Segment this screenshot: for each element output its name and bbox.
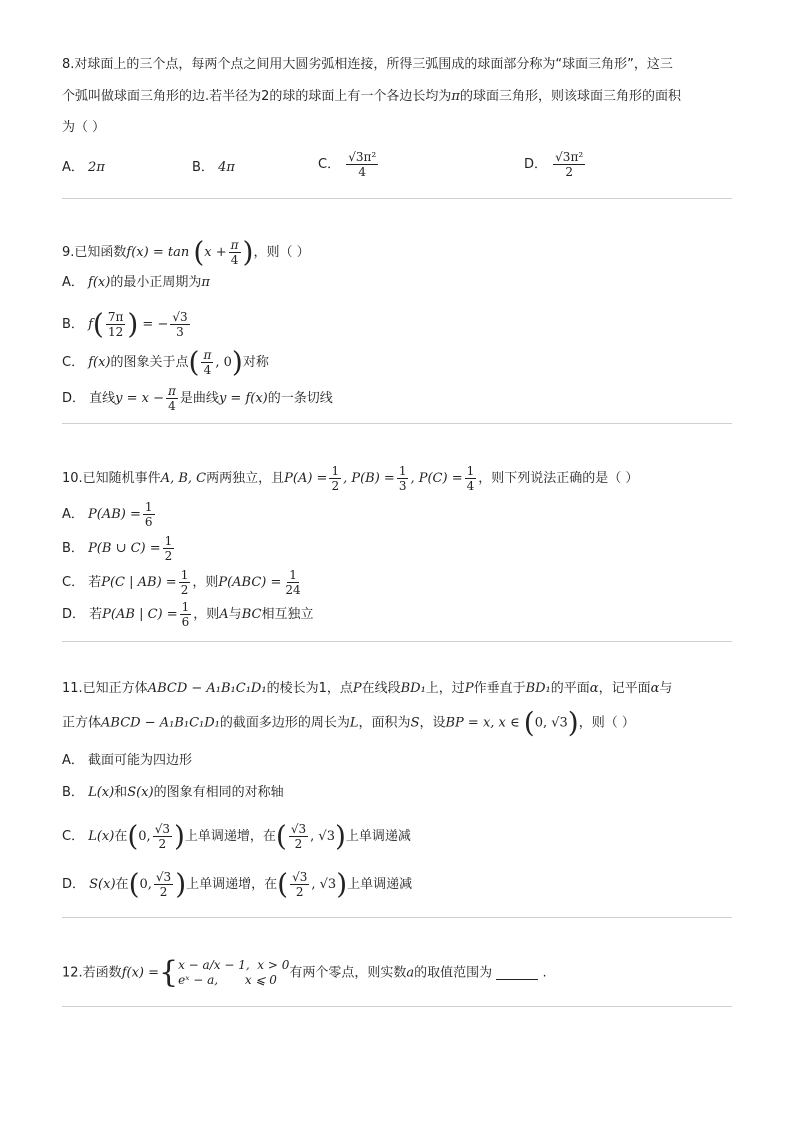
divider — [62, 423, 732, 424]
q8-option-b[interactable]: B． 4π — [192, 160, 235, 175]
answer-blank[interactable] — [496, 967, 538, 980]
q8-line-2: 个弧叫做球面三角形的边.若半径为2的球的球面上有一个各边长均为π的球面三角形，则该球面三角形的面积 — [62, 89, 681, 104]
q8-line-1: 8.对球面上的三个点，每两个点之间用大圆劣弧相连接，所得三弧围成的球面部分称为“球面三角形”，这三 — [62, 57, 673, 72]
q10-option-d[interactable]: D． 若P(AB | C) = $\frac{1}{6}$ ，则A与BC相互独立 — [62, 600, 314, 629]
q10-option-a[interactable]: A． P(AB) = $\frac{1}{6}$ — [62, 500, 153, 529]
q11-line-2: 正方体ABCD − A₁B₁C₁D₁的截面多边形的周长为L，面积为S，设BP = x, x ∈ (0, √3)，则（ ） — [62, 706, 635, 739]
q8-options — [62, 148, 732, 188]
q11-option-c[interactable]: C． L(x)在(0, $\frac{√3}{2}$ )上单调递增，在( $\frac{√3}{2}$ , √3)上单调递减 — [62, 819, 411, 853]
q8-option-d[interactable]: D． $\frac{\text{√3π²}}{2}$ — [524, 150, 584, 179]
divider — [62, 1006, 732, 1007]
divider — [62, 641, 732, 642]
q8-option-c[interactable]: C． $\frac{\text{√3π²}}{4}$ — [318, 150, 377, 179]
divider — [62, 917, 732, 918]
q12-piecewise: x − a/x − 1, x > 0 eˣ − a, x ⩽ 0 — [178, 958, 290, 987]
q11-line-1: 11.已知正方体ABCD − A₁B₁C₁D₁的棱长为1，点P在线段BD₁上，过P作垂直于BD₁的平面α，记平面α与 — [62, 681, 673, 696]
q10-option-b[interactable]: B． P(B ∪ C) = $\frac{1}{2}$ — [62, 534, 173, 563]
q9-option-a[interactable]: A． f(x)的最小正周期为π — [62, 275, 210, 290]
q12-stem: 12.若函数f(x) ={ x − a/x − 1, x > 0 eˣ − a, x ⩽ 0 有两个零点，则实数a的取值范围为 . — [62, 955, 547, 990]
q11-option-d[interactable]: D． S(x)在(0, $\frac{√3}{2}$ )上单调递增，在( $\frac{√3}{2}$ , √3)上单调递减 — [62, 867, 413, 901]
q10-option-c[interactable]: C． 若P(C | AB) = $\frac{1}{2}$ ，则P(ABC) = $\frac{1}{24}$ — [62, 568, 301, 597]
q10-stem: 10.已知随机事件A, B, C两两独立，且P(A) = $\frac{1}{2}$ , P(B) = $\frac{1}{3}$ , P(C) = $\frac{1}{4}$ ，则下列说法正确的是（ ） — [62, 464, 639, 493]
q9-option-d[interactable]: D． 直线y = x − $\frac{\pi}{4}$ 是曲线y = f(x)的一条切线 — [62, 384, 333, 413]
q11-option-b[interactable]: B． L(x)和S(x)的图象有相同的对称轴 — [62, 785, 284, 800]
q8-option-a[interactable]: A． 2π — [62, 160, 105, 175]
divider — [62, 198, 732, 199]
q9-option-c[interactable]: C． f(x)的图象关于点( $\frac{\pi}{4}$ , 0)对称 — [62, 345, 269, 379]
q8-line-3: 为（ ） — [62, 120, 106, 135]
q9-stem: 9.已知函数f(x) = tan (x + $\frac{\pi}{4}$ )，则（ ） — [62, 235, 310, 269]
q11-option-a[interactable]: A． 截面可能为四边形 — [62, 753, 193, 768]
q9-option-b[interactable]: B． f( $\frac{7\pi}{12}$ ) = − $\frac{√3}{3}$ — [62, 307, 188, 341]
